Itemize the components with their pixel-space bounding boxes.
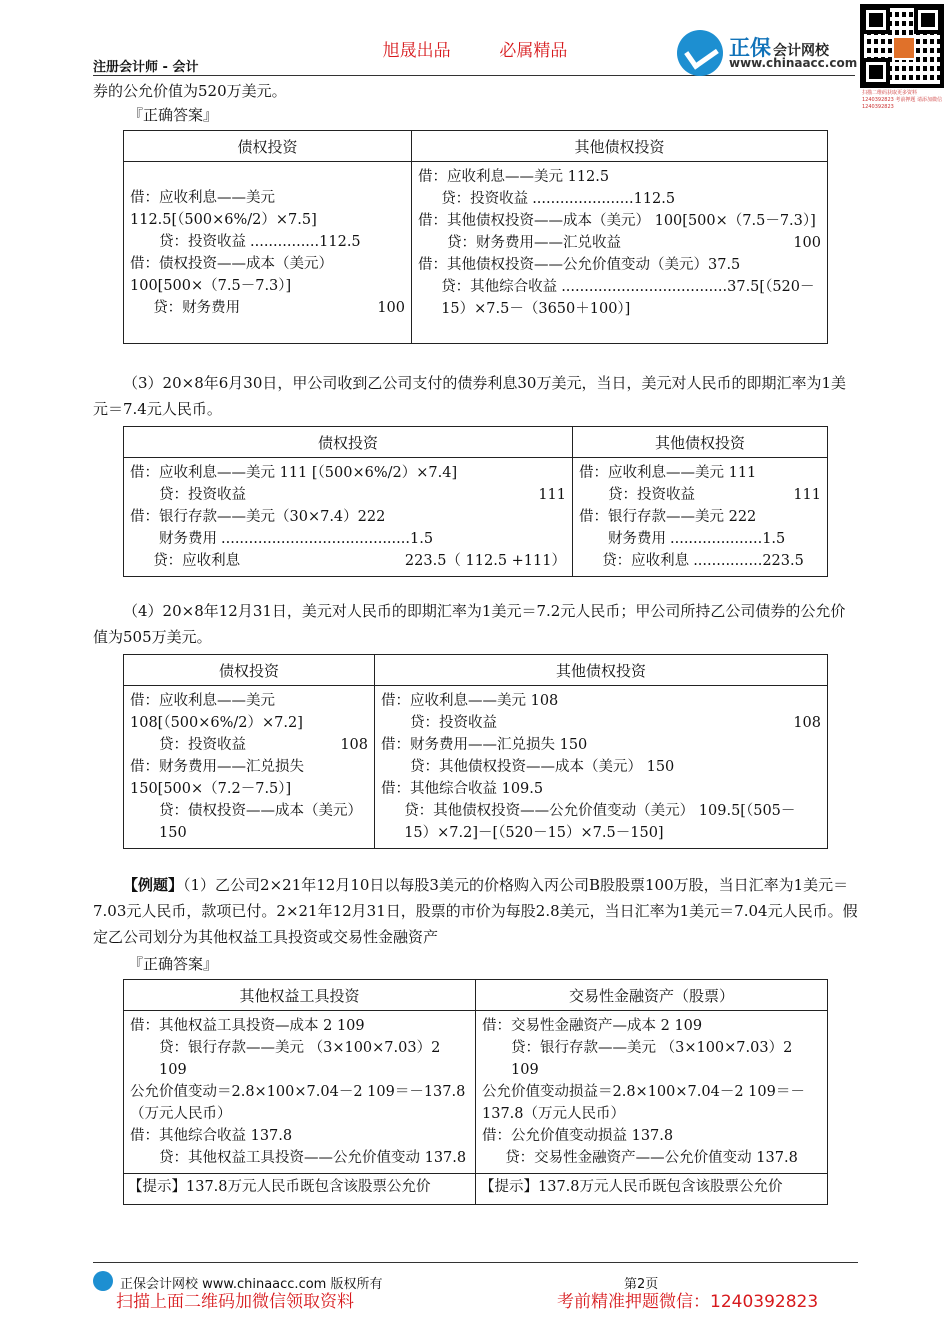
journal-entry-line bbox=[130, 756, 368, 800]
entry-text: 财务费用 bbox=[608, 531, 666, 547]
entry-leader: ......................................... bbox=[221, 531, 410, 547]
entry-text: 借：其他综合收益 109.5 bbox=[381, 781, 544, 797]
entry-text: 借：应收利息——美元 108 bbox=[381, 693, 559, 709]
table-header: 债权投资 bbox=[124, 655, 375, 686]
journal-cell-left bbox=[124, 1011, 476, 1174]
table-header: 其他债权投资 bbox=[375, 655, 828, 686]
promo-right: 考前精准押题微信：1240392823 bbox=[557, 1292, 819, 1312]
slogan-right: 必属精品 bbox=[499, 41, 568, 61]
entry-text: 公允价值变动损益＝2.8×100×7.04－2 109＝－137.8（万元人民币） bbox=[482, 1084, 805, 1122]
footer-logo-icon bbox=[93, 1271, 113, 1291]
journal-entry-line bbox=[381, 800, 821, 844]
entry-text: 借：其他债权投资——公允价值变动（美元）37.5 bbox=[418, 257, 741, 273]
entry-amount: 1.5 bbox=[762, 531, 786, 547]
entry-text: 借：应收利息——美元 112.5[（500×6%/2）×7.5] bbox=[130, 189, 317, 228]
journal-entry-line bbox=[381, 690, 821, 712]
journal-entry-line bbox=[130, 690, 368, 734]
logo-icon bbox=[677, 30, 723, 76]
journal-entry-line bbox=[130, 1037, 469, 1081]
entry-text: 贷：银行存款——美元 （3×100×7.03）2 109 bbox=[511, 1040, 793, 1078]
course-title: 注册会计师 - 会计 bbox=[93, 60, 199, 75]
journal-entry-line bbox=[381, 778, 821, 800]
journal-entry-line bbox=[482, 1015, 821, 1037]
journal-entry-line bbox=[418, 188, 821, 210]
journal-entry-line bbox=[418, 254, 821, 276]
journal-entry-line bbox=[579, 484, 821, 506]
entry-amount: 100 bbox=[377, 299, 405, 316]
journal-entry-line bbox=[579, 506, 821, 528]
tip-text: 【提示】137.8万元人民币既包含该股票公允价 bbox=[480, 1179, 783, 1195]
entry-text: 公允价值变动＝2.8×100×7.04－2 109＝－137.8（万元人民币） bbox=[130, 1084, 466, 1122]
entry-text: 贷：其他债权投资——公允价值变动（美元） 109.5[（505－15）×7.2]－[（520－15）×7.5－150] bbox=[404, 803, 796, 841]
entry-amount: 223.5 bbox=[762, 553, 804, 569]
journal-entry-line bbox=[579, 462, 821, 484]
entry-text: 借：银行存款——美元 222 bbox=[579, 509, 757, 525]
entry-text: 借：应收利息——美元 108[（500×6%/2）×7.2] bbox=[130, 693, 303, 731]
journal-table-2 bbox=[123, 130, 828, 344]
entry-text: 贷：财务费用——汇兑收益 bbox=[447, 235, 621, 251]
journal-entry-line bbox=[381, 734, 821, 756]
table-header: 交易性金融资产（股票） bbox=[476, 980, 828, 1011]
table-header: 其他债权投资 bbox=[573, 427, 828, 458]
table-header: 债权投资 bbox=[124, 131, 412, 162]
entry-amount: 100 bbox=[793, 235, 821, 251]
paragraph-4: （4）20×8年12月31日，美元对人民币的即期汇率为1美元＝7.2元人民币；甲公司所持乙公司债券的公允价值为505万美元。 bbox=[93, 602, 846, 646]
journal-entry-line bbox=[482, 1037, 821, 1081]
example-paragraph bbox=[93, 872, 858, 950]
tip-text: 【提示】137.8万元人民币既包含该股票公允价 bbox=[128, 1179, 431, 1195]
entry-text: 借：交易性金融资产—成本 2 109 bbox=[482, 1018, 703, 1034]
entry-text: 借：债权投资——成本（美元） 100[500×（7.5－7.3）] bbox=[130, 255, 333, 294]
journal-cell-right bbox=[375, 686, 828, 849]
entry-text: 贷：投资收益 bbox=[608, 487, 695, 503]
journal-entry-line bbox=[482, 1125, 821, 1147]
journal-table-3 bbox=[123, 426, 828, 577]
entry-leader: ............... bbox=[693, 553, 763, 569]
journal-entry-line bbox=[130, 462, 566, 484]
journal-cell-left bbox=[124, 686, 375, 849]
paragraph-3: （3）20×8年6月30日，甲公司收到乙公司支付的债券利息30万美元，当日，美元对人民币的即期汇率为1美元＝7.4元人民币。 bbox=[93, 374, 847, 418]
table-header: 其他债权投资 bbox=[412, 131, 828, 162]
answer-label-1: 『正确答案』 bbox=[128, 106, 219, 124]
entry-amount: 37.5[（520－15）×7.5－（3650＋100）] bbox=[441, 279, 815, 317]
entry-text: 借：财务费用——汇兑损失 150 bbox=[381, 737, 588, 753]
entry-text: 贷：交易性金融资产——公允价值变动 137.8 bbox=[505, 1150, 798, 1166]
journal-entry-line bbox=[130, 528, 566, 550]
journal-entry-line bbox=[130, 506, 566, 528]
table-header: 其他权益工具投资 bbox=[124, 980, 476, 1011]
entry-text: 贷：其他权益工具投资——公允价值变动 137.8 bbox=[159, 1150, 467, 1166]
entry-text: 贷：其他综合收益 bbox=[441, 279, 558, 295]
journal-entry-line bbox=[418, 276, 821, 320]
journal-cell-left bbox=[124, 458, 573, 577]
entry-text: 贷：投资收益 bbox=[410, 715, 497, 731]
journal-entry-line bbox=[482, 1147, 821, 1169]
example-label: 【例题】 bbox=[123, 876, 184, 894]
journal-table-example bbox=[123, 979, 828, 1205]
journal-entry-line bbox=[130, 1081, 469, 1125]
entry-text: 借：其他权益工具投资—成本 2 109 bbox=[130, 1018, 365, 1034]
journal-entry-line bbox=[130, 550, 566, 572]
journal-entry-line bbox=[130, 1125, 469, 1147]
entry-amount: 112.5 bbox=[319, 233, 361, 250]
chinaacc-logo bbox=[677, 28, 857, 76]
entry-text: 贷：银行存款——美元 （3×100×7.03）2 109 bbox=[159, 1040, 441, 1078]
qr-code-icon bbox=[860, 4, 944, 88]
journal-entry-line bbox=[130, 1147, 469, 1169]
entry-text: 借：应收利息——美元 111 bbox=[579, 465, 757, 481]
journal-table-4 bbox=[123, 654, 828, 849]
entry-text: 贷：投资收益 bbox=[159, 487, 246, 503]
entry-amount: 223.5（ 112.5 +111） bbox=[404, 553, 566, 569]
journal-entry-line bbox=[579, 528, 821, 550]
journal-entry-line bbox=[482, 1081, 821, 1125]
promo-left: 扫描上面二维码加微信领取资料 bbox=[116, 1292, 354, 1312]
journal-entry-line bbox=[130, 800, 368, 844]
entry-text: 借：公允价值变动损益 137.8 bbox=[482, 1128, 674, 1144]
logo-text: 正保 bbox=[729, 36, 771, 60]
journal-entry-line bbox=[130, 297, 405, 319]
intro-paragraph: 券的公允价值为520万美元。 bbox=[93, 82, 287, 100]
tip-cell-left bbox=[124, 1174, 476, 1205]
journal-entry-line bbox=[579, 550, 821, 572]
journal-cell-right bbox=[573, 458, 828, 577]
journal-entry-line bbox=[418, 210, 821, 232]
journal-entry-line bbox=[381, 712, 821, 734]
entry-amount: 108 bbox=[793, 715, 821, 731]
logo-subtext: 会计网校 bbox=[773, 43, 829, 59]
entry-text: 借：其他债权投资——成本（美元） 100[500×（7.5－7.3）] bbox=[418, 213, 816, 229]
journal-cell-right bbox=[476, 1011, 828, 1174]
entry-text: 贷：投资收益 bbox=[159, 737, 246, 753]
entry-leader: .................... bbox=[670, 531, 763, 547]
entry-leader: ...................... bbox=[532, 191, 634, 207]
entry-text: 贷：债权投资——成本（美元） 150 bbox=[159, 803, 362, 841]
journal-entry-line bbox=[130, 231, 405, 253]
entry-text: 财务费用 bbox=[159, 531, 217, 547]
entry-amount: 111 bbox=[793, 487, 821, 503]
entry-text: 借：应收利息——美元 111 [（500×6%/2）×7.4] bbox=[130, 465, 458, 481]
journal-entry-line bbox=[130, 187, 405, 231]
entry-text: 贷：投资收益 bbox=[159, 233, 246, 250]
entry-text: 贷：其他债权投资——成本（美元） 150 bbox=[410, 759, 675, 775]
entry-text: 借：其他综合收益 137.8 bbox=[130, 1128, 293, 1144]
journal-cell-left bbox=[124, 162, 412, 344]
footer-divider bbox=[93, 1262, 858, 1263]
qr-caption: 扫描二维码获取更多资料 1240392823 考前押题 请添加微信 1240392823 bbox=[862, 90, 942, 110]
entry-leader: .................................... bbox=[561, 279, 728, 295]
entry-text: 贷：财务费用 bbox=[153, 299, 241, 316]
entry-amount: 112.5 bbox=[633, 191, 676, 207]
entry-text: 贷：投资收益 bbox=[441, 191, 529, 207]
answer-label-2: 『正确答案』 bbox=[128, 955, 219, 973]
example-text: （1）乙公司2×21年12月10日以每股3美元的价格购入丙公司B股股票100万股，当日汇率为1美元＝7.03元人民币，款项已付。2×21年12月31日，股票的市价为每股2.8美元，当日汇率为1美元＝7.04元人民币。假定乙公司划分为其他权益工具投资或交易性金融资产 bbox=[93, 876, 858, 946]
table-header: 债权投资 bbox=[124, 427, 573, 458]
logo-url: www.chinaacc.com bbox=[729, 56, 858, 70]
page-number: 第2页 bbox=[624, 1277, 659, 1292]
entry-amount: 111 bbox=[538, 487, 566, 503]
entry-text: 借：银行存款——美元（30×7.4）222 bbox=[130, 509, 386, 525]
entry-amount: 1.5 bbox=[409, 531, 434, 547]
tip-cell-right bbox=[476, 1174, 828, 1205]
journal-entry-line bbox=[381, 756, 821, 778]
journal-entry-line bbox=[418, 166, 821, 188]
entry-text: 借：应收利息——美元 112.5 bbox=[418, 169, 610, 185]
slogan-left: 旭晟出品 bbox=[382, 41, 451, 61]
journal-entry-line bbox=[130, 734, 368, 756]
footer-copyright: 正保会计网校 www.chinaacc.com 版权所有 bbox=[120, 1277, 383, 1292]
entry-leader: ............... bbox=[250, 233, 320, 250]
journal-entry-line bbox=[418, 232, 821, 254]
entry-amount: 108 bbox=[340, 737, 368, 753]
entry-text: 借：财务费用——汇兑损失 150[500×（7.2－7.5）] bbox=[130, 759, 304, 797]
entry-text: 贷：应收利息 bbox=[153, 553, 241, 569]
journal-entry-line bbox=[130, 1015, 469, 1037]
journal-cell-right bbox=[412, 162, 828, 344]
entry-text: 贷：应收利息 bbox=[602, 553, 690, 569]
journal-entry-line bbox=[130, 253, 405, 297]
journal-entry-line bbox=[130, 484, 566, 506]
